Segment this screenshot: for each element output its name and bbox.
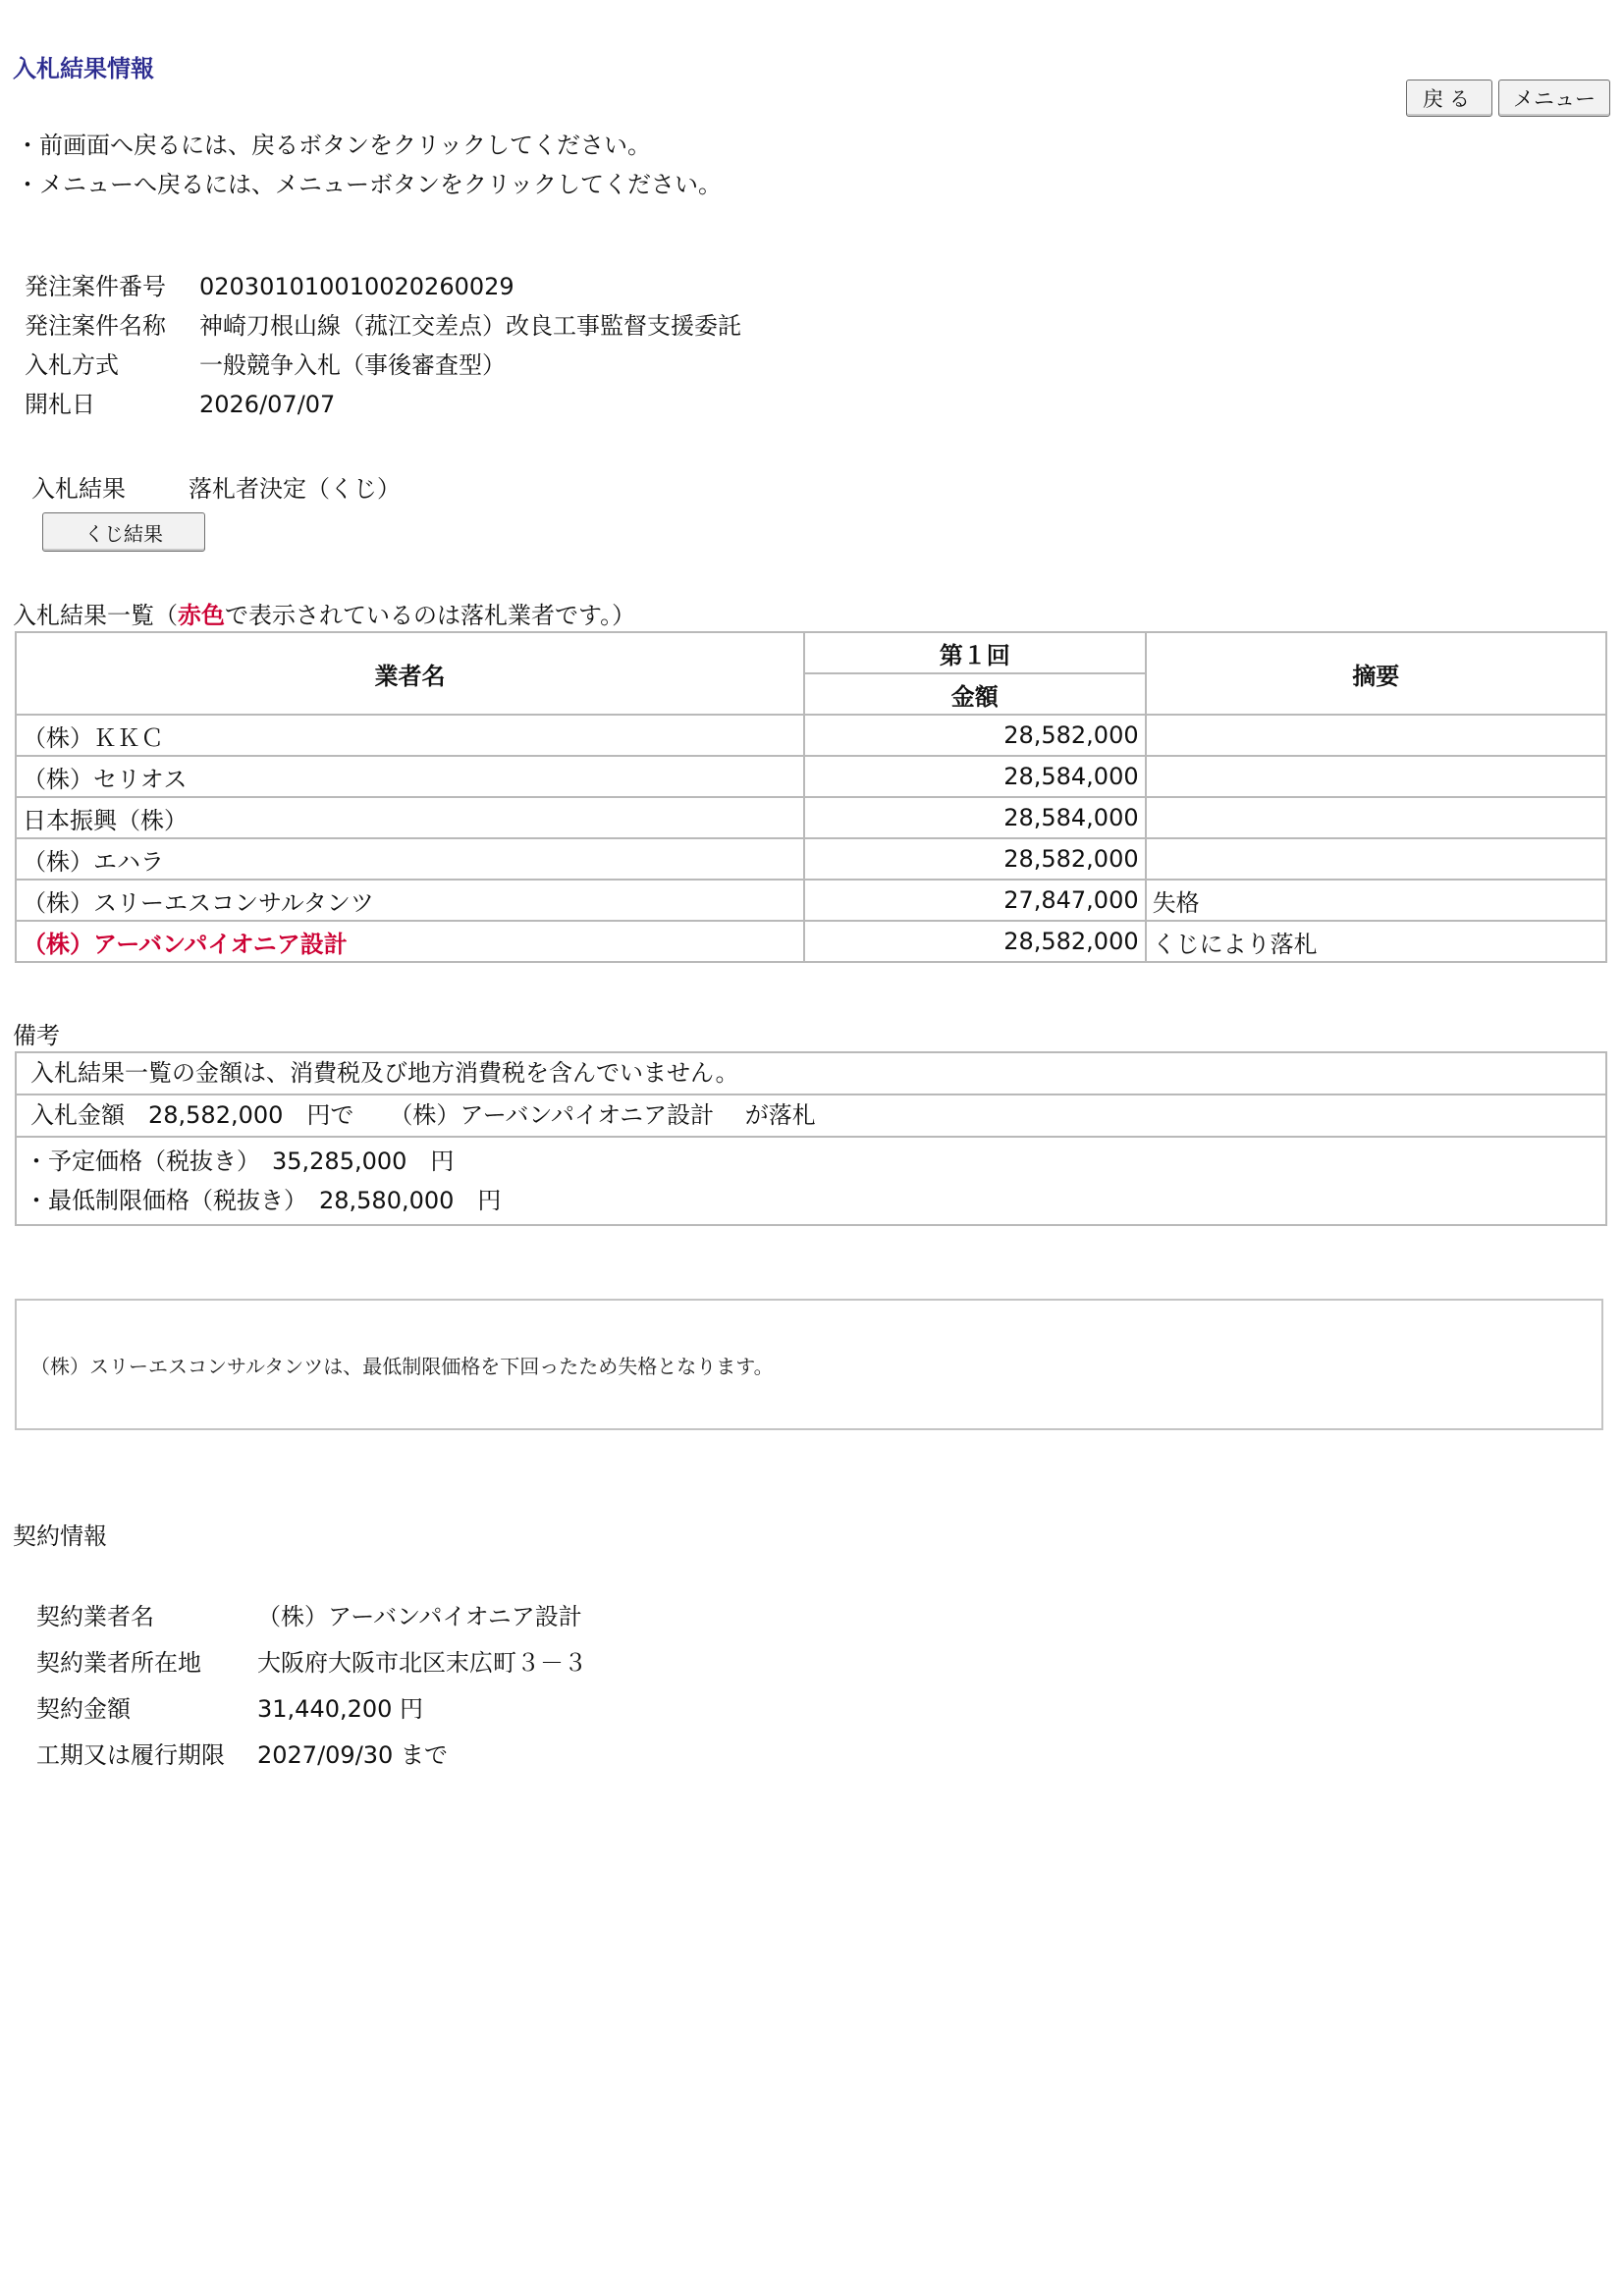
- amount-cell: 28,582,000: [804, 715, 1146, 756]
- disqualification-note: （株）スリーエスコンサルタンツは、最低制限価格を下回ったため失格となります。: [15, 1299, 1603, 1430]
- minimum-price: ・最低制限価格（税抜き） 28,580,000 円: [25, 1187, 502, 1214]
- amount-cell: 28,582,000: [804, 838, 1146, 880]
- summary-header: 摘要: [1146, 632, 1606, 715]
- company-cell: （株）セリオス: [16, 756, 804, 797]
- contract-amount-value: 31,440,200 円: [257, 1695, 424, 1723]
- project-number-row: [25, 267, 741, 306]
- winner-company-cell: （株）アーバンパイオニア設計: [16, 921, 804, 962]
- round-header: 第１回: [804, 632, 1146, 673]
- table-header-row: [16, 632, 1606, 673]
- amount-cell: 27,847,000: [804, 880, 1146, 921]
- summary-cell: [1146, 797, 1606, 838]
- table-row: [16, 756, 1606, 797]
- project-number-label: 発注案件番号: [25, 273, 166, 300]
- tax-note: 入札結果一覧の金額は、消費税及び地方消費税を含んでいません。: [17, 1053, 1605, 1095]
- contract-deadline-label: 工期又は履行期限: [36, 1741, 225, 1769]
- contract-address-value: 大阪府大阪市北区末広町３－３: [257, 1649, 587, 1677]
- menu-button[interactable]: メニュー: [1498, 80, 1610, 117]
- award-line: 入札金額 28,582,000 円で （株）アーバンパイオニア設計 が落札: [17, 1095, 1605, 1138]
- opening-date-row: [25, 385, 741, 424]
- list-title-suffix: で表示されているのは落札業者です。）: [225, 602, 636, 629]
- bid-result-value: 落札者決定（くじ）: [189, 475, 401, 503]
- price-lines: [17, 1138, 1605, 1224]
- contract-address-label: 契約業者所在地: [36, 1649, 201, 1677]
- project-number-value: 020301010010020260029: [199, 273, 514, 300]
- opening-date-value: 2026/07/07: [199, 391, 336, 418]
- company-cell: 日本振興（株）: [16, 797, 804, 838]
- contract-address-row: [36, 1640, 587, 1686]
- planned-price: ・予定価格（税抜き） 35,285,000 円: [25, 1148, 455, 1175]
- company-header: 業者名: [16, 632, 804, 715]
- contract-company-row: [36, 1594, 587, 1640]
- instructions: [16, 126, 722, 204]
- remarks-box: [15, 1051, 1607, 1226]
- table-row-winner: [16, 921, 1606, 962]
- summary-cell: [1146, 715, 1606, 756]
- amount-cell: 28,584,000: [804, 756, 1146, 797]
- amount-cell: 28,584,000: [804, 797, 1146, 838]
- result-list-title: [13, 596, 635, 630]
- contract-company-value: （株）アーバンパイオニア設計: [257, 1603, 582, 1630]
- summary-cell: [1146, 756, 1606, 797]
- top-buttons: [1406, 80, 1610, 117]
- company-cell: （株）スリーエスコンサルタンツ: [16, 880, 804, 921]
- page-title: 入札結果情報: [13, 55, 154, 82]
- summary-cell: 失格: [1146, 880, 1606, 921]
- contract-deadline-row: [36, 1733, 587, 1779]
- bid-result: [31, 469, 401, 504]
- contract-amount-label: 契約金額: [36, 1695, 131, 1723]
- list-title-prefix: 入札結果一覧（: [13, 602, 178, 629]
- contract-amount-row: [36, 1686, 587, 1733]
- project-name-row: [25, 306, 741, 346]
- lottery-result-button[interactable]: くじ結果: [42, 512, 205, 552]
- table-row: [16, 797, 1606, 838]
- instruction-menu: ・メニューへ戻るには、メニューボタンをクリックしてください。: [16, 171, 723, 198]
- project-name-label: 発注案件名称: [25, 312, 166, 340]
- table-row: [16, 715, 1606, 756]
- company-cell: （株）エハラ: [16, 838, 804, 880]
- opening-date-label: 開札日: [25, 391, 95, 418]
- bid-method-label: 入札方式: [25, 351, 119, 379]
- list-title-highlight: 赤色: [178, 602, 225, 629]
- project-name-value: 神崎刀根山線（菰江交差点）改良工事監督支援委託: [199, 312, 741, 340]
- contract-deadline-value: 2027/09/30 まで: [257, 1741, 448, 1769]
- summary-cell: くじにより落札: [1146, 921, 1606, 962]
- table-row: [16, 880, 1606, 921]
- bid-method-row: [25, 346, 741, 385]
- remarks-title: 備考: [13, 1022, 60, 1049]
- project-info: [25, 267, 741, 424]
- contract-title: 契約情報: [13, 1522, 107, 1550]
- contract-company-label: 契約業者名: [36, 1603, 154, 1630]
- bid-method-value: 一般競争入札（事後審査型）: [199, 351, 506, 379]
- back-button[interactable]: 戻る: [1406, 80, 1492, 117]
- instruction-back: ・前画面へ戻るには、戻るボタンをクリックしてください。: [16, 132, 652, 159]
- table-row: [16, 838, 1606, 880]
- company-cell: （株）ＫＫＣ: [16, 715, 804, 756]
- bid-results-table: [15, 631, 1607, 963]
- summary-cell: [1146, 838, 1606, 880]
- bid-result-label: 入札結果: [31, 475, 126, 503]
- amount-cell: 28,582,000: [804, 921, 1146, 962]
- amount-header: 金額: [804, 673, 1146, 715]
- contract-info: [36, 1594, 587, 1779]
